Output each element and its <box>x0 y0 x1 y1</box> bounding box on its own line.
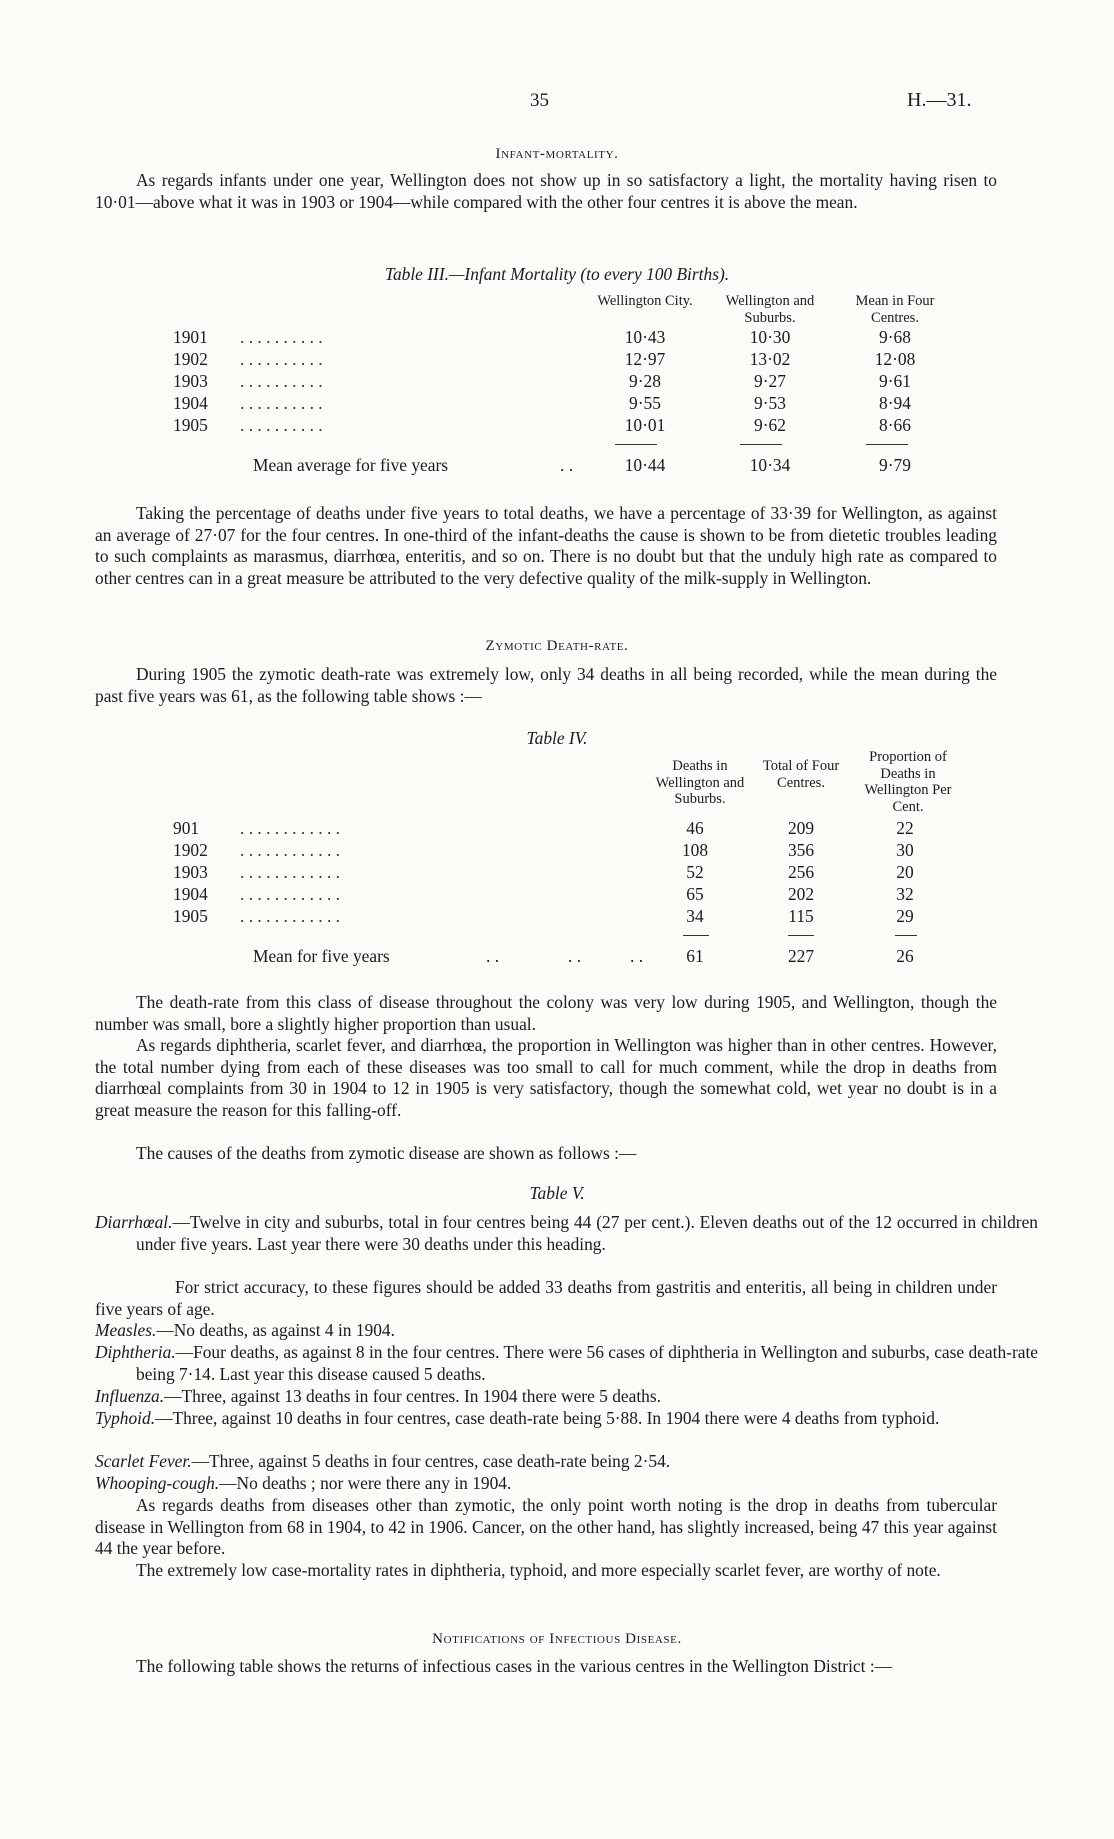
value-cell: 10·30 <box>749 327 791 347</box>
value-cell: 22 <box>896 818 914 838</box>
entry-text: For strict accuracy, to these figures should be added 33 deaths from gastritis and enteritis, all being in children under five years of age. <box>95 1277 997 1319</box>
leader-dots: . . . . . . . . . . . . <box>240 840 340 860</box>
value-cell: 12·97 <box>624 349 666 369</box>
year-cell: 1901 <box>173 327 208 347</box>
value-cell: 256 <box>787 862 815 882</box>
entry-name: Typhoid. <box>95 1408 156 1428</box>
entry-text: —No deaths, as against 4 in 1904. <box>156 1320 395 1340</box>
entry-text: —Three, against 10 deaths in four centres, case death-rate being 5·88. In 1904 there were 4 deaths from typhoid. <box>155 1408 940 1428</box>
sum-rule <box>895 935 917 936</box>
value-cell: 13·02 <box>749 349 791 369</box>
entry-typhoid <box>95 1408 1038 1430</box>
entry-influenza <box>95 1386 1038 1408</box>
page-number: 35 <box>530 90 549 111</box>
mean-value-cell: 10·34 <box>749 455 791 475</box>
table-3-col-header-city: Wellington City. <box>597 293 693 309</box>
leader-dots: . . . . . . . . . . <box>240 393 323 413</box>
leader-dots: . . . . . . . . . . <box>240 415 323 435</box>
table-4-col-header-deaths: Deaths in Wellington and Suburbs. <box>655 758 745 807</box>
table-3-col-header-mean: Mean in Four Centres. <box>855 293 935 326</box>
tubercular-paragraph: As regards deaths from diseases other than zymotic, the only point worth noting is the drop in deaths from tubercular disease in Wellington from 68 in 1904, to 42 in 1906. Cancer, on the other hand, has slightly increased, being 47 this year against 44 the year before. <box>95 1495 997 1559</box>
entry-name: Diarrhœal. <box>95 1212 173 1232</box>
value-cell: 10·01 <box>624 415 666 435</box>
mean-value-cell: 10·44 <box>624 455 666 475</box>
table-4-col-header-proportion: Proportion of Deaths in Wellington Per Cent. <box>864 749 952 815</box>
leader-dots: . . . . . . . . . . <box>240 327 323 347</box>
leader-dots: . . . . . . . . . . . . <box>240 818 340 838</box>
case-mortality-paragraph: The extremely low case-mortality rates in diphtheria, typhoid, and more especially scarlet fever, are worthy of note. <box>136 1560 941 1580</box>
table-row <box>0 415 1114 437</box>
entry-name: Influenza. <box>95 1386 165 1406</box>
entry-name: Whooping-cough. <box>95 1473 220 1493</box>
entry-name: Diphtheria. <box>95 1342 176 1362</box>
entry-diphtheria <box>95 1342 1038 1385</box>
document-code: H.—31. <box>907 89 972 111</box>
entry-text: —Four deaths, as against 8 in the four centres. There were 56 cases of diphtheria in Wellington and suburbs, case death-rate being 7·14. Last year this disease caused 5 deaths. <box>136 1342 1038 1384</box>
sum-rule <box>740 444 782 445</box>
value-cell: 9·53 <box>754 393 786 413</box>
mean-label: Mean for five years <box>253 946 390 966</box>
entry-diarrhoeal <box>95 1212 1038 1255</box>
value-cell: 20 <box>896 862 914 882</box>
entry-text: —Twelve in city and suburbs, total in four centres being 44 (27 per cent.). Eleven deaths out of the 12 occurred in children under five years. Last year there were 30 deaths under this heading. <box>136 1212 1038 1254</box>
table-mean-row: Mean average for five years . . 10·44 10·34 9·79 <box>0 455 1114 477</box>
sum-rule <box>683 935 709 936</box>
value-cell: 8·66 <box>879 415 911 435</box>
year-cell: 1903 <box>173 371 208 391</box>
table-4-col-header-total: Total of Four Centres. <box>762 758 840 791</box>
table-row <box>0 327 1114 349</box>
entry-text: —No deaths ; nor were there any in 1904. <box>219 1473 512 1493</box>
causes-intro-paragraph: The causes of the deaths from zymotic disease are shown as follows :— <box>136 1143 637 1163</box>
mean-value-cell: 227 <box>787 946 815 966</box>
table-row <box>0 371 1114 393</box>
value-cell: 34 <box>686 906 704 926</box>
value-cell: 32 <box>896 884 914 904</box>
value-cell: 9·28 <box>629 371 661 391</box>
value-cell: 9·27 <box>754 371 786 391</box>
mean-value-cell: 61 <box>686 946 704 966</box>
mean-value-cell: 9·79 <box>879 455 911 475</box>
value-cell: 356 <box>787 840 815 860</box>
value-cell: 12·08 <box>874 349 916 369</box>
notifications-paragraph: The following table shows the returns of infectious cases in the various centres in the Wellington District :— <box>136 1656 893 1676</box>
infant-deaths-paragraph: Taking the percentage of deaths under five years to total deaths, we have a percentage of 33·39 for Wellington, as against an average of 27·07 for the four centres. In one-third of the infant-deaths the cause is shown to be from dietetic troubles leading to such complaints as marasmus, diarrhœa, enteritis, and so on. There is no doubt but that the unduly high rate as compared to other centres can in a great measure be attributed to the very defective quality of the milk-supply in Wellington. <box>95 503 997 588</box>
value-cell: 29 <box>896 906 914 926</box>
leader-dots: . . . . . . . . . . . . <box>240 862 340 882</box>
value-cell: 65 <box>686 884 704 904</box>
mean-label: Mean average for five years <box>253 455 449 475</box>
table-row <box>0 840 1114 862</box>
year-cell: 1902 <box>173 840 208 860</box>
value-cell: 115 <box>788 906 814 926</box>
value-cell: 108 <box>681 840 709 860</box>
entry-name: Scarlet Fever. <box>95 1451 192 1471</box>
year-cell: 1902 <box>173 349 208 369</box>
diphtheria-scarlet-paragraph: As regards diphtheria, scarlet fever, and diarrhœa, the proportion in Wellington was higher than in other centres. However, the total number dying from each of these diseases was too small to call for much comment, while the drop in deaths from diarrhœal complaints from 30 in 1904 to 12 in 1905 is very satisfactory, though the somewhat cold, wet year no doubt is in a great measure the reason for this falling-off. <box>95 1035 997 1120</box>
sum-rule <box>866 444 908 445</box>
year-cell: 1904 <box>173 884 208 904</box>
year-cell: 1905 <box>173 906 208 926</box>
value-cell: 30 <box>896 840 914 860</box>
table-mean-row: Mean for five years . . . . . . 61 227 26 <box>0 946 1114 968</box>
entry-measles <box>95 1320 1038 1342</box>
leader-dots: . . . . . . . . . . <box>240 349 323 369</box>
value-cell: 8·94 <box>879 393 911 413</box>
entry-name: Measles. <box>95 1320 157 1340</box>
colony-death-rate-paragraph: The death-rate from this class of disease throughout the colony was very low during 1905, and Wellington, though the number was small, bore a slightly higher proportion than usual. <box>95 992 997 1034</box>
entry-text: —Three, against 5 deaths in four centres, case death-rate being 2·54. <box>191 1451 671 1471</box>
table-row <box>0 393 1114 415</box>
value-cell: 10·43 <box>624 327 666 347</box>
table-row <box>0 349 1114 371</box>
table-row <box>0 884 1114 906</box>
section-heading-notifications: Notifications of Infectious Disease. <box>432 1631 682 1647</box>
entry-whooping-cough <box>95 1473 1038 1495</box>
zymotic-paragraph: During 1905 the zymotic death-rate was extremely low, only 34 deaths in all being recorded, while the mean during the past five years was 61, as the following table shows :— <box>95 664 997 706</box>
year-cell: 901 <box>173 818 200 838</box>
table-5-caption: Table V. <box>529 1183 585 1203</box>
entry-text: —Three, against 13 deaths in four centres. In 1904 there were 5 deaths. <box>164 1386 661 1406</box>
table-row <box>0 906 1114 928</box>
value-cell: 9·62 <box>754 415 786 435</box>
value-cell: 9·68 <box>879 327 911 347</box>
section-heading-infant-mortality: Infant-mortality. <box>495 146 619 162</box>
table-3-caption: Table III.—Infant Mortality (to every 100 Births). <box>384 264 730 284</box>
table-row <box>0 818 1114 840</box>
value-cell: 9·55 <box>629 393 661 413</box>
entry-scarlet-fever <box>95 1451 1038 1473</box>
value-cell: 9·61 <box>879 371 911 391</box>
table-row <box>0 862 1114 884</box>
year-cell: 1904 <box>173 393 208 413</box>
table-3-col-header-suburbs: Wellington and Suburbs. <box>725 293 815 326</box>
year-cell: 1905 <box>173 415 208 435</box>
leader-dots: . . . . . . . . . . <box>240 371 323 391</box>
year-cell: 1903 <box>173 862 208 882</box>
leader-dots: . . . . . . . . . . . . <box>240 906 340 926</box>
infant-mortality-paragraph: As regards infants under one year, Wellington does not show up in so satisfactory a light, the mortality having risen to 10·01—above what it was in 1903 or 1904—while compared with the other four centres it is above the mean. <box>95 170 997 212</box>
entry-strict-accuracy <box>95 1277 997 1320</box>
table-4-caption: Table IV. <box>526 728 588 748</box>
value-cell: 202 <box>787 884 815 904</box>
value-cell: 209 <box>787 818 815 838</box>
sum-rule <box>788 935 814 936</box>
section-heading-zymotic: Zymotic Death-rate. <box>485 638 629 654</box>
value-cell: 46 <box>686 818 704 838</box>
sum-rule <box>615 444 657 445</box>
value-cell: 52 <box>686 862 704 882</box>
leader-dots: . . . . . . . . . . . . <box>240 884 340 904</box>
mean-value-cell: 26 <box>896 946 914 966</box>
